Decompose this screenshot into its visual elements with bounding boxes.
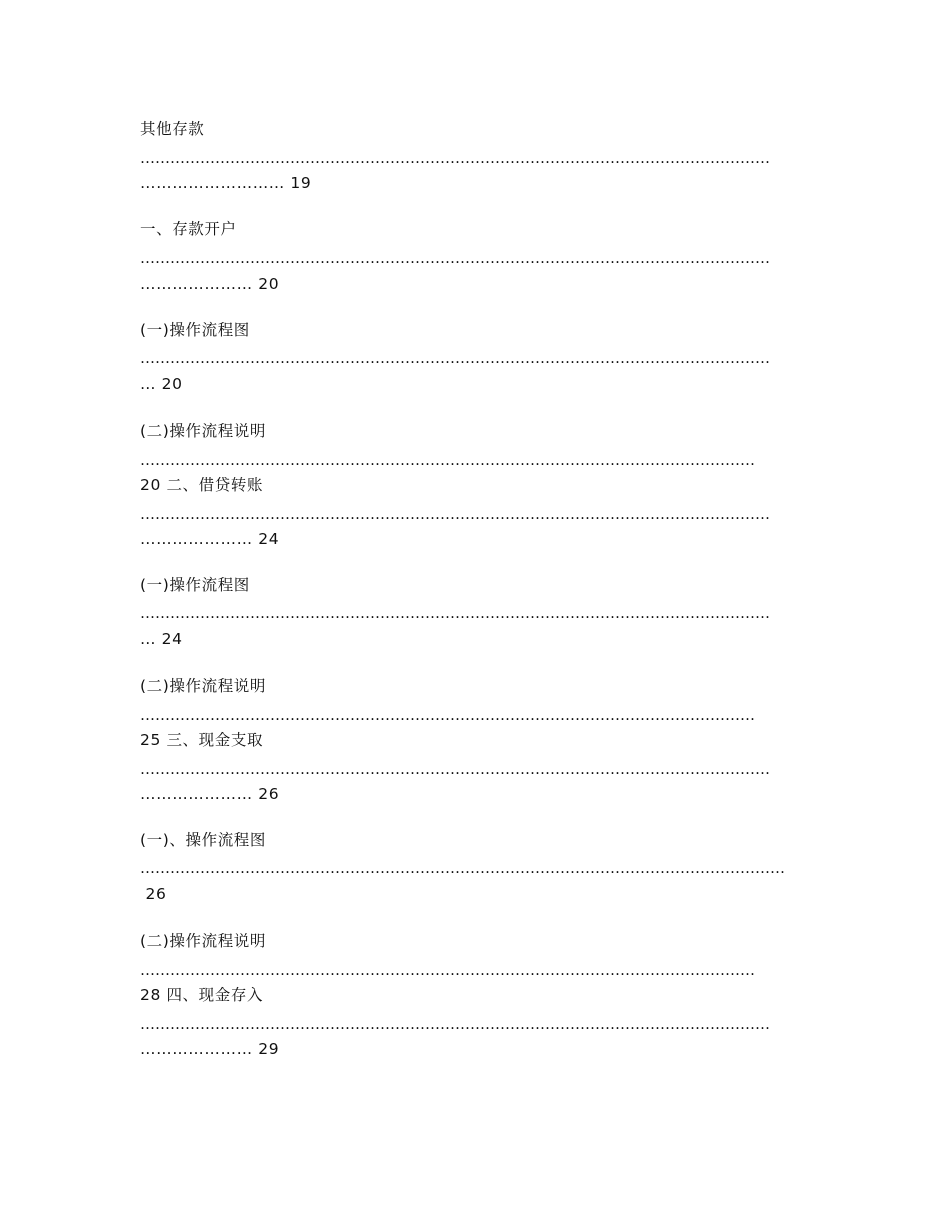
toc-heading: (一)操作流程图 (140, 576, 250, 594)
toc-leader: ……………………………………………………………………………………………………………… (140, 249, 770, 267)
toc-leader: ……………………………………………………………………………………………………………… (140, 760, 770, 778)
toc-heading: 其他存款 (140, 120, 205, 138)
toc-page-number: ………………… 24 (140, 530, 280, 548)
toc-leader: ……………………………………………………………………………………………………………… (140, 505, 770, 523)
toc-page-number: ……………………… 19 (140, 174, 312, 192)
toc-leader: ……………………………………………………………………………………………………………… (140, 604, 770, 622)
toc-leader: ………………………………………………………………………………………………………………… (140, 859, 785, 877)
toc-heading: (二)操作流程说明 (140, 932, 266, 950)
toc-leader: …………………………………………………………………………………………………………… (140, 451, 755, 469)
toc-heading: 一、存款开户 (140, 220, 237, 238)
toc-page-number: … 20 (140, 375, 183, 393)
toc-leader: …………………………………………………………………………………………………………… (140, 961, 755, 979)
toc-page-number: 28 四、现金存入 (140, 986, 264, 1004)
toc-page-number: 26 (140, 885, 167, 903)
toc-page-number: 25 三、现金支取 (140, 731, 264, 749)
toc-page-number: ………………… 20 (140, 275, 280, 293)
toc-page-number: ………………… 26 (140, 785, 280, 803)
toc-leader: ……………………………………………………………………………………………………………… (140, 149, 770, 167)
toc-leader: …………………………………………………………………………………………………………… (140, 706, 755, 724)
toc-page-number: 20 二、借贷转账 (140, 476, 264, 494)
toc-heading: (二)操作流程说明 (140, 422, 266, 440)
toc-page-number: ………………… 29 (140, 1040, 280, 1058)
toc-heading: (一)、操作流程图 (140, 831, 266, 849)
toc-heading: (一)操作流程图 (140, 321, 250, 339)
toc-leader: ……………………………………………………………………………………………………………… (140, 1015, 770, 1033)
toc-leader: ……………………………………………………………………………………………………………… (140, 349, 770, 367)
toc-heading: (二)操作流程说明 (140, 677, 266, 695)
toc-page-number: … 24 (140, 630, 183, 648)
